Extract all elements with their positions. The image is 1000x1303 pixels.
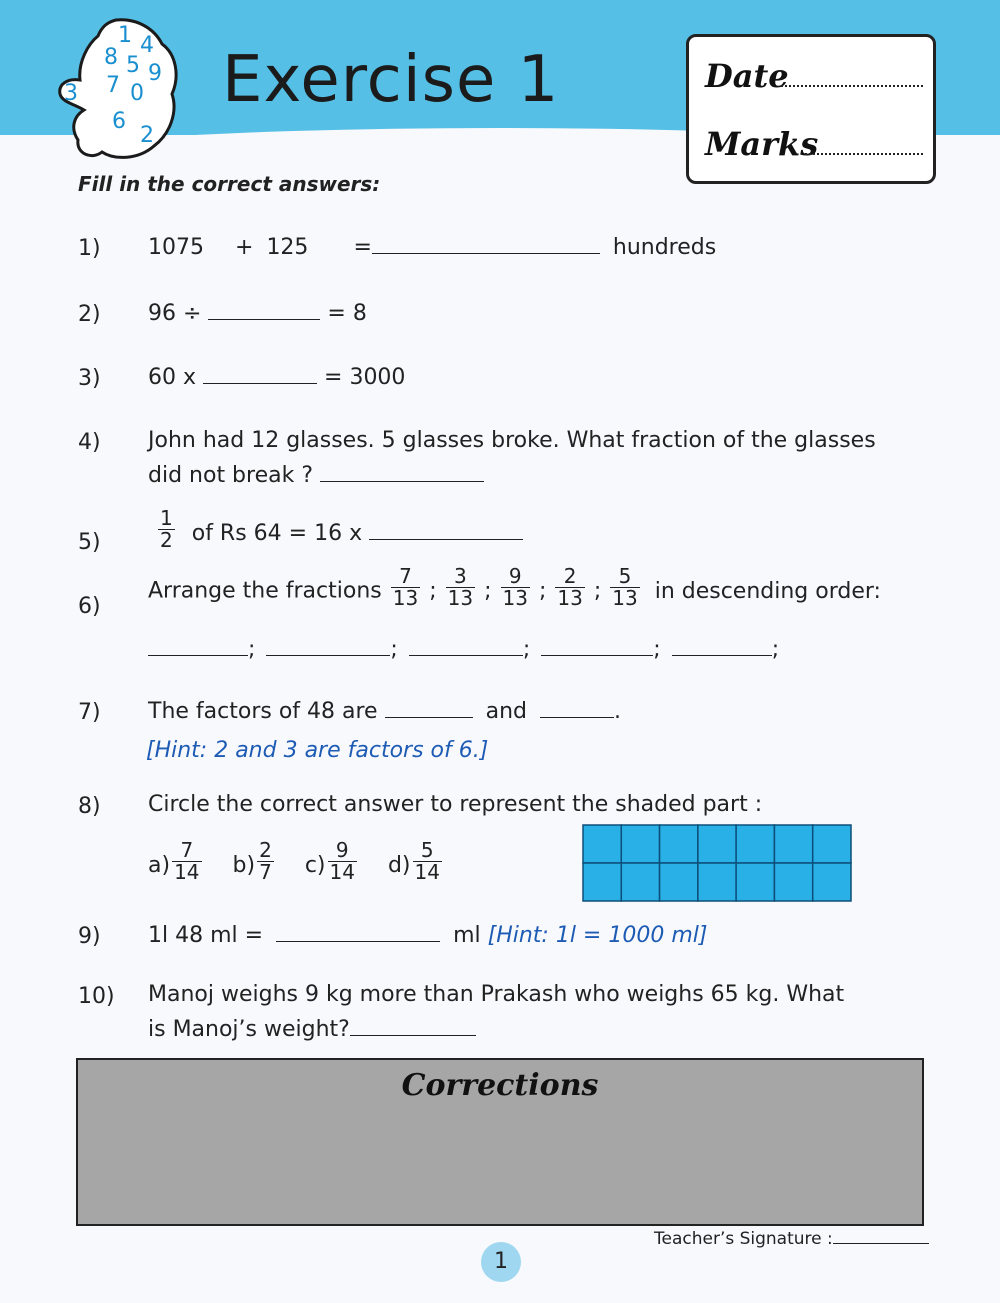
date-row bbox=[705, 57, 789, 95]
grid-cell bbox=[774, 825, 812, 863]
mascot-digit: 2 bbox=[140, 123, 154, 148]
fraction-denominator: 2 bbox=[160, 528, 173, 552]
date-marks-box bbox=[686, 34, 936, 184]
marks-label: Marks bbox=[705, 125, 819, 163]
marks-row bbox=[705, 125, 818, 163]
q7-text: The factors of 48 are bbox=[148, 699, 378, 724]
option-label: c) bbox=[304, 852, 326, 878]
grid-cell bbox=[698, 863, 736, 901]
option-b[interactable] bbox=[232, 838, 276, 884]
fraction-numerator: 2 bbox=[563, 564, 577, 588]
question-number: 2) bbox=[78, 302, 101, 327]
fraction bbox=[555, 566, 584, 609]
q2-left: 96 ÷ bbox=[148, 301, 202, 326]
separator: ; bbox=[484, 578, 492, 604]
fraction-denominator: 13 bbox=[557, 586, 583, 610]
question-number: 6) bbox=[78, 594, 101, 619]
fraction-numerator: 9 bbox=[335, 838, 349, 862]
separator: ; bbox=[522, 637, 531, 662]
separator: ; bbox=[538, 578, 547, 604]
fraction bbox=[413, 840, 442, 883]
fraction-numerator: 9 bbox=[508, 564, 522, 588]
fraction-denominator: 14 bbox=[414, 860, 440, 884]
fraction bbox=[257, 840, 274, 883]
mascot-digit: 6 bbox=[112, 109, 126, 134]
q10-text: is Manoj’s weight? bbox=[148, 1017, 350, 1042]
fraction bbox=[328, 840, 357, 883]
question-4-line-2 bbox=[148, 462, 484, 488]
answer-blank[interactable] bbox=[372, 234, 600, 254]
question-number: 8) bbox=[78, 794, 101, 819]
option-label: a) bbox=[148, 852, 171, 878]
answer-blank[interactable] bbox=[276, 922, 440, 942]
mascot-digit: 1 bbox=[118, 23, 132, 48]
fraction bbox=[446, 566, 475, 609]
question-9 bbox=[148, 922, 707, 948]
number-head-mascot-icon bbox=[54, 14, 184, 162]
option-c[interactable] bbox=[304, 838, 359, 884]
q9-left: 1l 48 ml = bbox=[148, 923, 264, 948]
fraction-numerator: 2 bbox=[259, 838, 272, 862]
question-3 bbox=[148, 364, 405, 390]
mascot-digit: 3 bbox=[64, 81, 78, 106]
question-7-hint: [Hint: 2 and 3 are factors of 6.] bbox=[146, 738, 489, 763]
answer-blank[interactable] bbox=[208, 300, 320, 320]
separator: ; bbox=[653, 637, 661, 662]
q1-equals: = bbox=[353, 235, 372, 260]
page-title: Exercise 1 bbox=[222, 43, 560, 117]
corrections-title: Corrections bbox=[401, 1068, 599, 1103]
fraction bbox=[501, 566, 530, 609]
grid-cell bbox=[660, 825, 698, 863]
grid-cell bbox=[813, 825, 851, 863]
instructions: Fill in the correct answers: bbox=[78, 172, 381, 196]
fraction bbox=[158, 508, 175, 551]
teacher-signature-label: Teacher’s Signature : bbox=[654, 1229, 833, 1249]
fraction bbox=[391, 566, 420, 609]
fraction-denominator: 13 bbox=[447, 586, 474, 610]
corrections-box[interactable] bbox=[76, 1058, 924, 1226]
answer-blank[interactable] bbox=[350, 1016, 476, 1036]
answer-blank[interactable] bbox=[148, 636, 248, 656]
page-number: 1 bbox=[481, 1242, 521, 1282]
answer-blank[interactable] bbox=[385, 698, 473, 718]
question-5 bbox=[156, 506, 523, 555]
question-4-line-1: John had 12 glasses. 5 glasses broke. What fraction of the glasses bbox=[148, 428, 876, 453]
q7-and: and bbox=[485, 699, 527, 724]
q6-suffix: in descending order: bbox=[654, 578, 881, 604]
option-a[interactable] bbox=[148, 838, 204, 884]
answer-blank[interactable] bbox=[409, 636, 523, 656]
answer-blank[interactable] bbox=[541, 636, 653, 656]
grid-cell bbox=[583, 825, 621, 863]
fraction-numerator: 1 bbox=[160, 506, 173, 530]
q2-right: = 8 bbox=[327, 301, 367, 326]
teacher-signature bbox=[654, 1228, 929, 1249]
date-label: Date bbox=[705, 57, 789, 95]
question-6-answer-row bbox=[148, 636, 779, 662]
q5-text: of Rs 64 = 16 x bbox=[191, 520, 363, 546]
option-d[interactable] bbox=[387, 838, 444, 884]
question-number: 7) bbox=[78, 700, 101, 725]
q9-unit: ml bbox=[453, 923, 481, 948]
separator: ; bbox=[429, 578, 437, 604]
fraction-denominator: 13 bbox=[612, 586, 638, 610]
mascot-digit: 9 bbox=[148, 61, 162, 86]
fraction-numerator: 3 bbox=[453, 564, 467, 588]
grid-cell bbox=[660, 863, 698, 901]
fraction-numerator: 7 bbox=[180, 838, 194, 862]
marks-field[interactable] bbox=[805, 153, 923, 155]
fraction-denominator: 7 bbox=[259, 860, 272, 884]
answer-blank[interactable] bbox=[540, 698, 614, 718]
q9-hint: [Hint: 1l = 1000 ml] bbox=[487, 923, 708, 948]
question-10-line-1: Manoj weighs 9 kg more than Prakash who weighs 65 kg. What bbox=[148, 982, 845, 1007]
q3-left: 60 x bbox=[148, 365, 197, 390]
question-8-options bbox=[148, 838, 444, 887]
answer-blank[interactable] bbox=[203, 364, 317, 384]
q3-right: = 3000 bbox=[324, 365, 406, 390]
fraction-denominator: 13 bbox=[392, 586, 419, 610]
question-6 bbox=[148, 564, 881, 613]
q1-operand-b: 125 bbox=[266, 235, 309, 260]
mascot-digit: 7 bbox=[106, 73, 120, 98]
q4-text: did not break ? bbox=[148, 463, 314, 488]
q6-prefix: Arrange the fractions bbox=[148, 578, 382, 604]
grid-cell bbox=[621, 863, 659, 901]
q1-operand-a: 1075 bbox=[148, 235, 204, 260]
grid-cell bbox=[736, 825, 774, 863]
signature-field[interactable] bbox=[833, 1228, 929, 1244]
question-number: 10) bbox=[78, 984, 115, 1009]
answer-blank[interactable] bbox=[320, 462, 484, 482]
separator: ; bbox=[593, 578, 602, 604]
date-field[interactable] bbox=[781, 85, 923, 87]
option-label: b) bbox=[232, 852, 256, 878]
question-10-line-2 bbox=[148, 1016, 476, 1042]
mascot-digit: 4 bbox=[140, 33, 154, 58]
shaded-fraction-grid bbox=[582, 824, 852, 902]
question-7 bbox=[148, 698, 621, 724]
grid-cell bbox=[583, 863, 621, 901]
q1-operator: + bbox=[235, 235, 254, 260]
grid-cell bbox=[774, 863, 812, 901]
fraction-denominator: 14 bbox=[174, 860, 200, 884]
mascot-digit: 0 bbox=[130, 81, 144, 106]
fraction-denominator: 14 bbox=[329, 860, 355, 884]
question-number: 4) bbox=[78, 430, 101, 455]
q7-end: . bbox=[613, 699, 621, 724]
fraction bbox=[172, 840, 201, 883]
question-number: 1) bbox=[78, 236, 101, 261]
q1-unit: hundreds bbox=[612, 235, 717, 260]
answer-blank[interactable] bbox=[672, 636, 772, 656]
grid-cell bbox=[698, 825, 736, 863]
option-label: d) bbox=[387, 852, 411, 878]
answer-blank[interactable] bbox=[369, 520, 523, 540]
fraction-numerator: 5 bbox=[618, 564, 632, 588]
fraction-denominator: 13 bbox=[502, 586, 528, 610]
grid-cell bbox=[813, 863, 851, 901]
fraction bbox=[610, 566, 639, 609]
question-number: 5) bbox=[78, 530, 101, 555]
fraction-numerator: 5 bbox=[420, 838, 434, 862]
mascot-digit: 8 bbox=[104, 45, 118, 70]
question-1 bbox=[148, 234, 716, 260]
mascot-digit: 5 bbox=[126, 53, 140, 78]
separator: ; bbox=[771, 637, 780, 662]
answer-blank[interactable] bbox=[266, 636, 390, 656]
separator: ; bbox=[248, 637, 256, 662]
question-number: 9) bbox=[78, 924, 101, 949]
question-8: Circle the correct answer to represent the shaded part : bbox=[148, 792, 763, 817]
grid-cell bbox=[736, 863, 774, 901]
fraction-numerator: 7 bbox=[399, 564, 412, 588]
separator: ; bbox=[390, 637, 398, 662]
question-number: 3) bbox=[78, 366, 101, 391]
question-2 bbox=[148, 300, 367, 326]
grid-cell bbox=[621, 825, 659, 863]
